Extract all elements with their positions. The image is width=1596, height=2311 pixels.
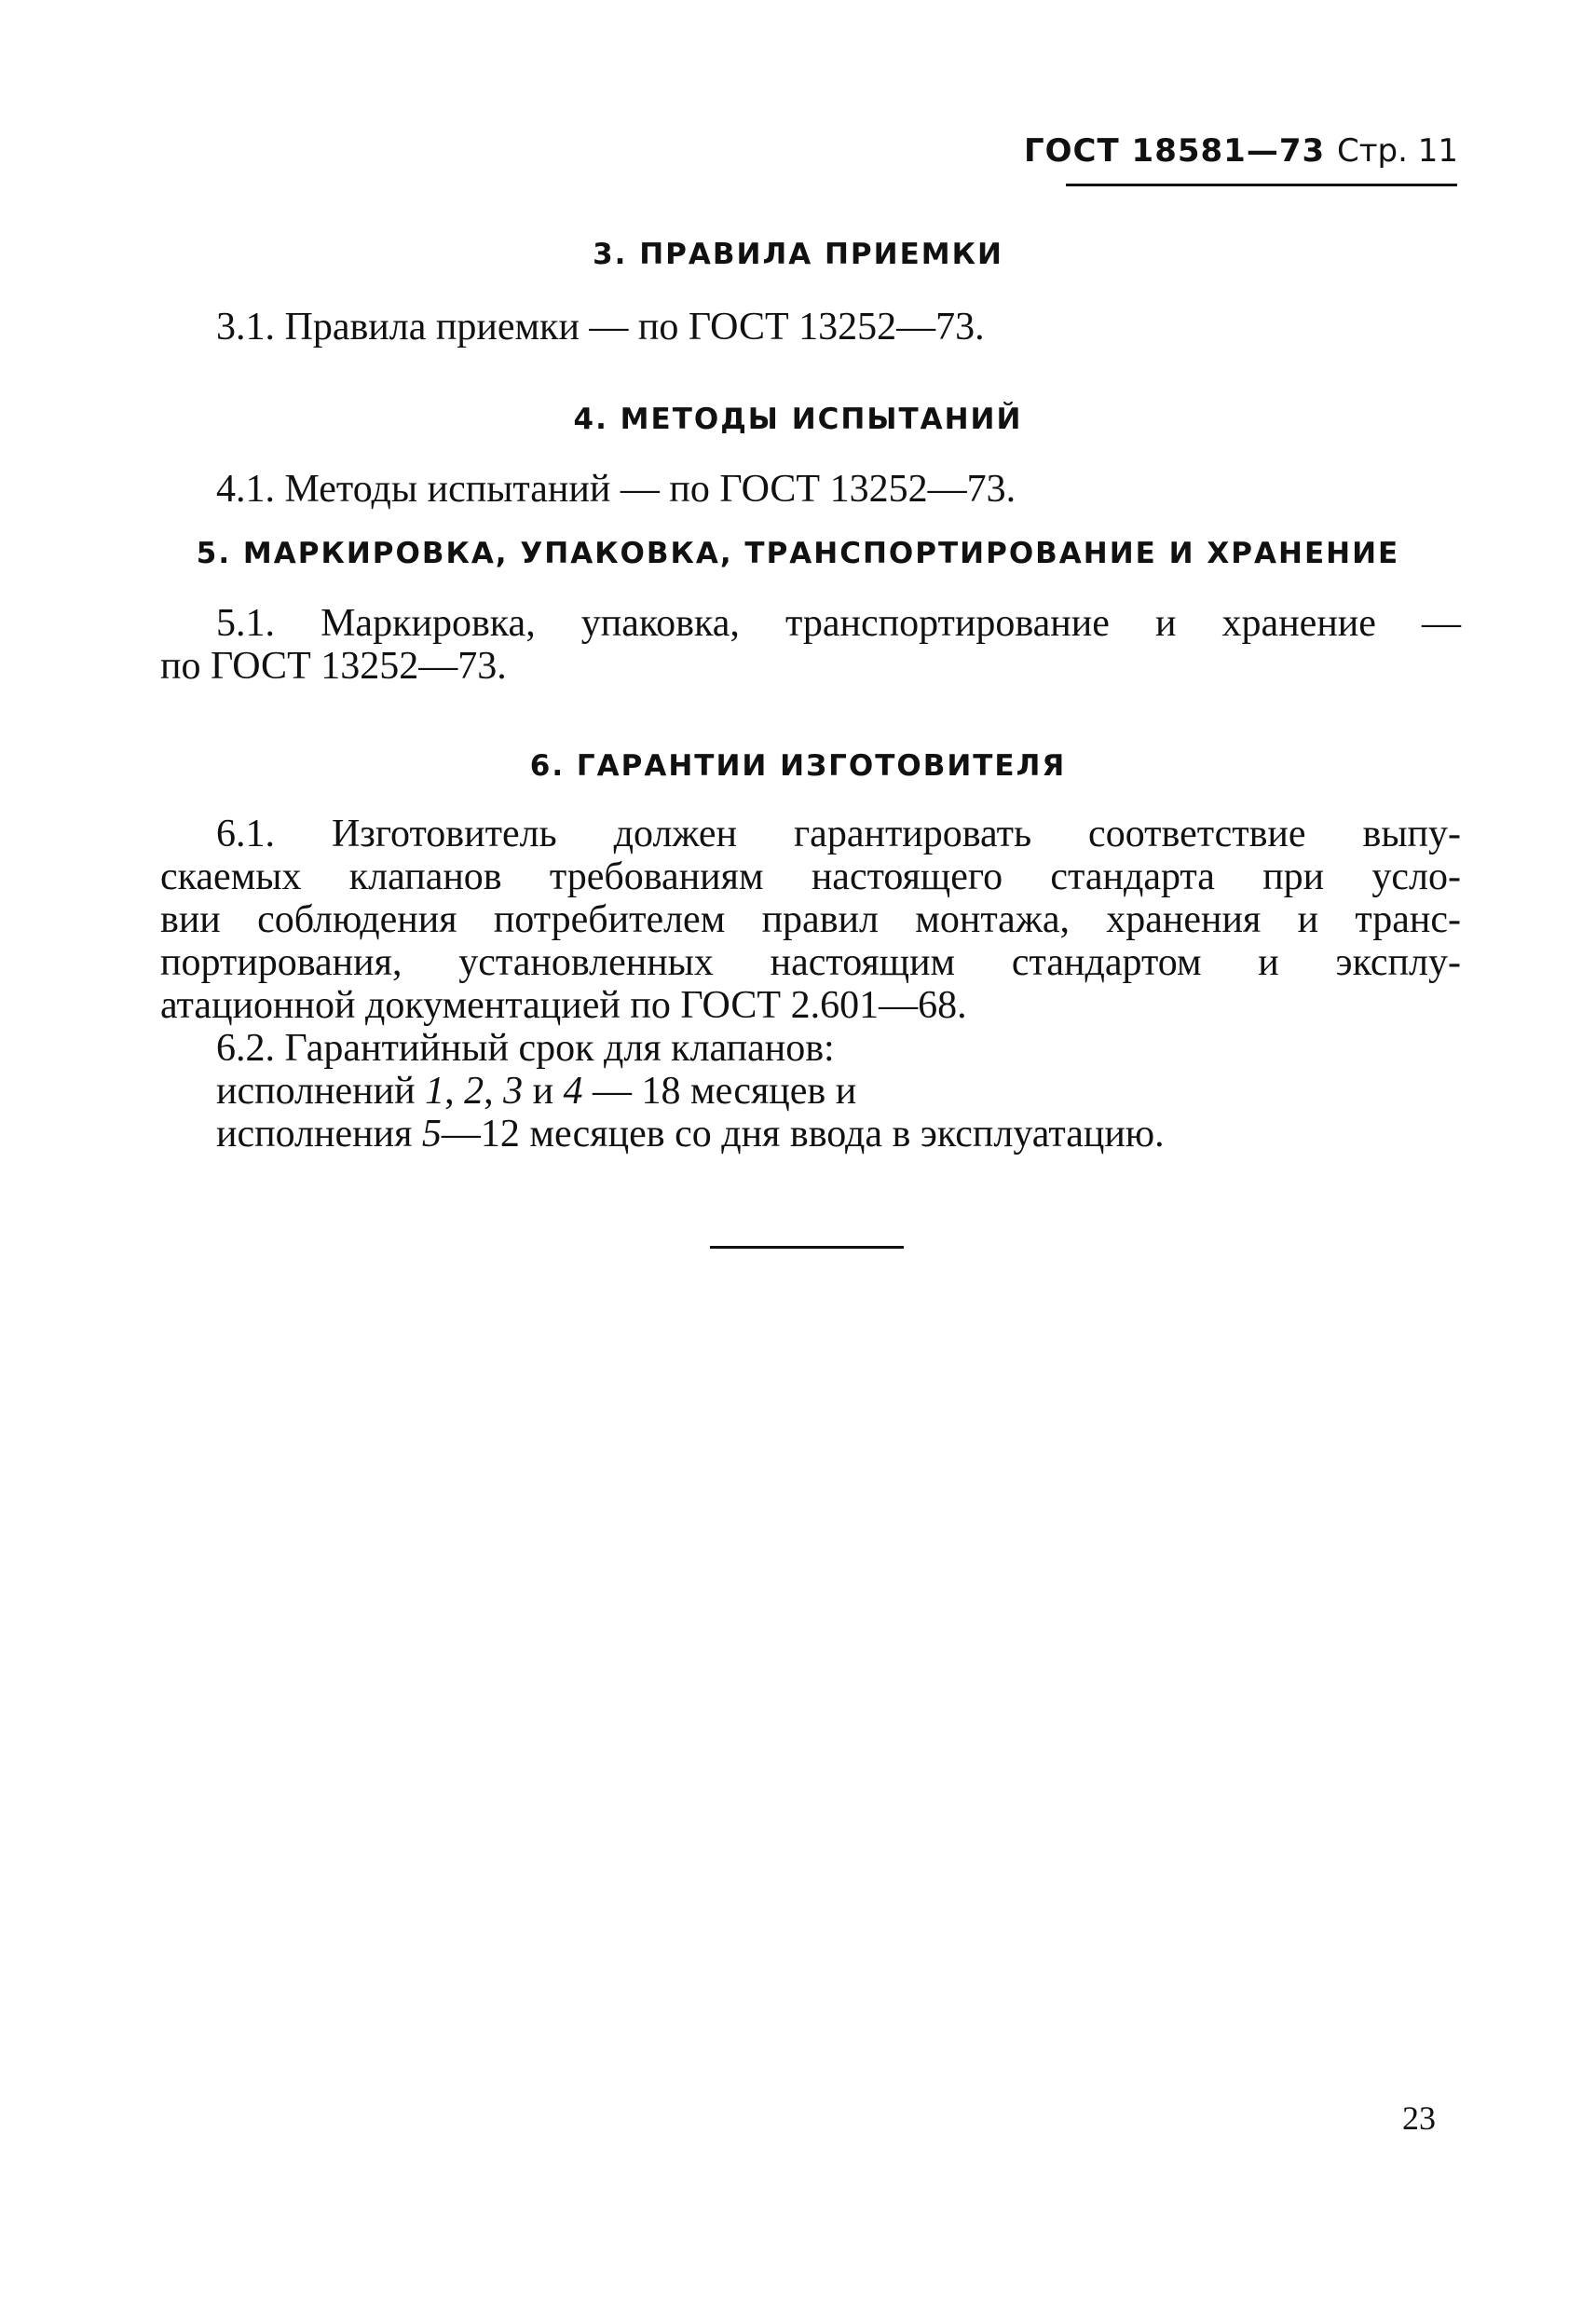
text-fragment: — 18 месяцев и [582, 1070, 857, 1113]
paragraph-6-1-line-4: портирования, установленных настоящим стандартом и эксплу- [160, 941, 1461, 984]
page-number: 23 [1402, 2099, 1436, 2137]
running-header [1024, 132, 1458, 170]
paragraph-6-2-line-2 [216, 1070, 856, 1113]
standard-number: ГОСТ 18581—73 [1023, 132, 1326, 170]
paragraph-4-1: 4.1. Методы испытаний — по ГОСТ 13252—73. [216, 468, 1016, 511]
paragraph-6-2-intro: 6.2. Гарантийный срок для клапанов: [216, 1027, 835, 1070]
section-3-heading: 3. ПРАВИЛА ПРИЕМКИ [593, 238, 1003, 271]
page-reference: Стр. 11 [1336, 132, 1458, 170]
text-fragment: —12 месяцев со дня ввода в эксплуатацию. [441, 1113, 1165, 1156]
paragraph-5-1-line-1: 5.1. Маркировка, упаковка, транспортирование и хранение — [216, 602, 1461, 645]
section-5-heading: 5. МАРКИРОВКА, УПАКОВКА, ТРАНСПОРТИРОВАНИЕ И ХРАНЕНИЕ [196, 537, 1400, 570]
header-rule [1066, 184, 1457, 186]
paragraph-6-1-line-1: 6.1. Изготовитель должен гарантировать соответствие выпу- [216, 813, 1461, 855]
version-number: 5 [421, 1113, 442, 1156]
section-4-heading: 4. МЕТОДЫ ИСПЫТАНИЙ [573, 403, 1023, 436]
paragraph-6-1-line-5: атационной документацией по ГОСТ 2.601—68. [160, 984, 967, 1027]
paragraph-3-1: 3.1. Правила приемки — по ГОСТ 13252—73. [216, 306, 985, 349]
paragraph-6-1-line-2: скаемых клапанов требованиям настоящего стандарта при усло- [160, 855, 1461, 898]
text-fragment: исполнений [216, 1070, 426, 1113]
text-fragment: и [523, 1070, 564, 1113]
paragraph-5-1-line-2: по ГОСТ 13252—73. [160, 645, 507, 688]
version-number: 2 [464, 1070, 484, 1113]
version-number: 3 [503, 1070, 524, 1113]
version-number: 4 [563, 1070, 583, 1113]
paragraph-6-2-line-3 [216, 1113, 1165, 1156]
version-number: 1 [425, 1070, 445, 1113]
section-6-heading: 6. ГАРАНТИИ ИЗГОТОВИТЕЛЯ [529, 749, 1067, 783]
text-fragment: , [484, 1070, 504, 1113]
paragraph-6-1-line-3: вии соблюдения потребителем правил монтажа, хранения и транс- [160, 898, 1461, 941]
text-fragment: исполнения [216, 1113, 422, 1156]
text-fragment: , [444, 1070, 465, 1113]
end-rule [710, 1246, 904, 1249]
